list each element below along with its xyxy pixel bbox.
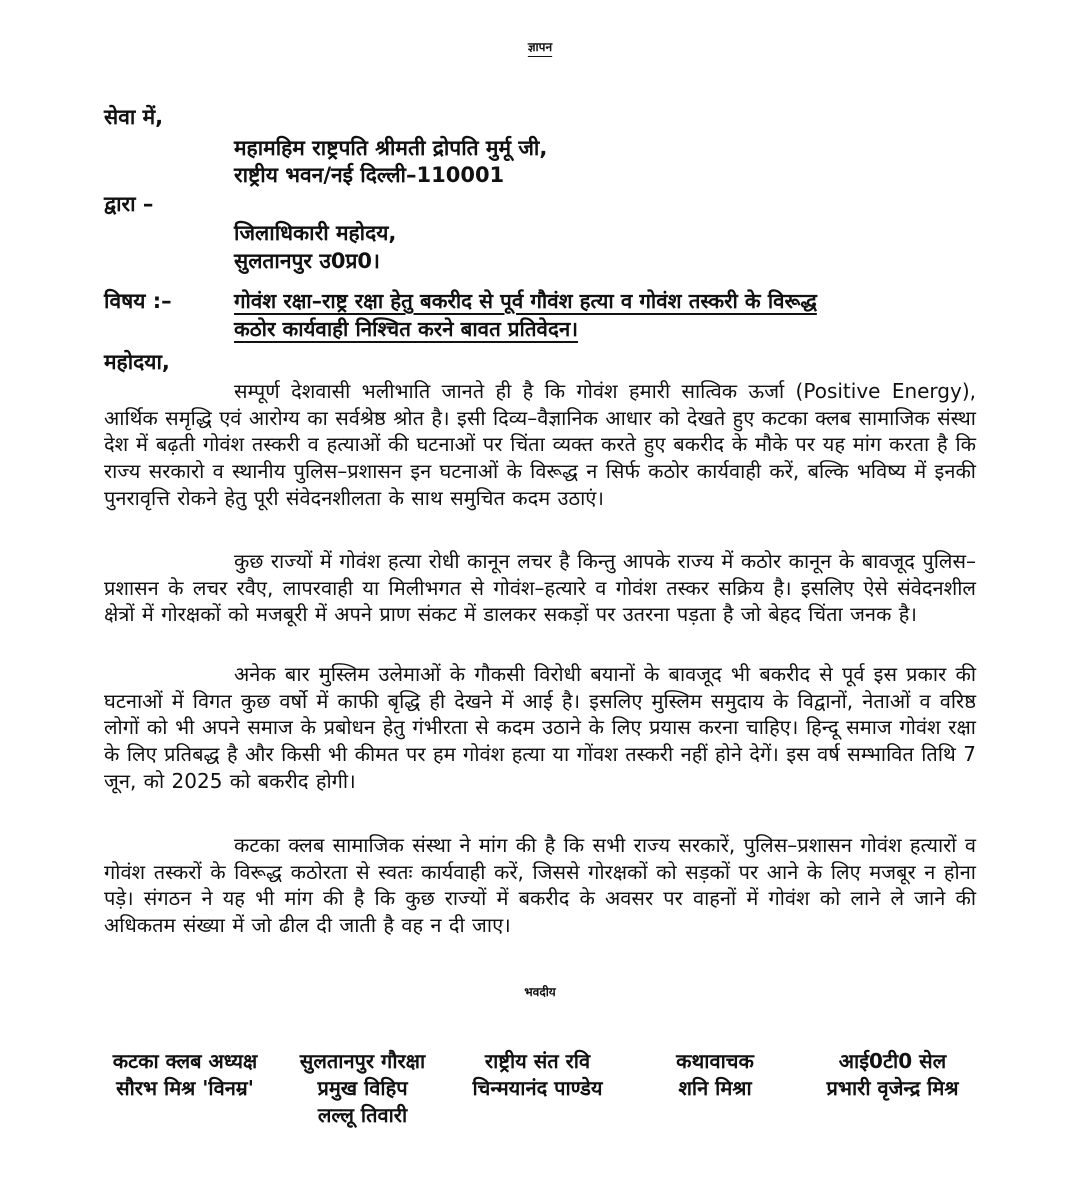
signatory-1 xyxy=(100,1048,270,1102)
paragraph-1: सम्पूर्ण देशवासी भलीभाति जानते ही है कि गोवंश हमारी सात्विक ऊर्जा (Positive Energy), आर्थिक समृद्धि एवं आरोग्य का सर्वश्रेष्ठ श्रोत है। इसी दिव्य–वैज्ञानिक आधार को देखते हुए कटका क्लब सामाजिक संस्था देश में बढ़ती गोवंश तस्करी व हत्याओं की घटनाओं पर चिंता व्यक्त करते हुए बकरीद के मौके पर यह मांग करता है कि राज्य सरकारो व स्थानीय पुलिस–प्रशासन इन घटनाओं के विरूद्ध न सिर्फ कठोर कार्यवाही करें, बल्कि भविष्य में इनकी पुनरावृत्ति रोकने हेतु पूरी संवेदनशीलता के साथ समुचित कदम उठाएं। xyxy=(104,379,976,510)
signatory-2-line-2: प्रमुख विहिप xyxy=(317,1076,408,1100)
signatory-3 xyxy=(455,1048,620,1102)
document-title-text: ज्ञापन xyxy=(527,40,553,54)
closing: भवदीय xyxy=(524,985,556,999)
recipient-line-1: महामहिम राष्ट्रपति श्रीमती द्रोपति मुर्मू जी, xyxy=(234,136,548,160)
signatory-1-line-2: सौरभ मिश्र 'विनम्र' xyxy=(116,1076,254,1100)
paragraph-3: अनेक बार मुस्लिम उलेमाओं के गौकसी विरोधी बयानों के बावजूद भी बकरीद से पूर्व इस प्रकार की घटनाओं में विगत कुछ वर्षो में काफी बृद्धि ही देखने में आई है। इसलिए मुस्लिम समुदाय के विद्वानों, नेताओं व वरिष्ठ लोगों को भी अपने समाज के प्रबोधन हेतु गंभीरता से कदम उठाने के लिए प्रयास करना चाहिए। हिन्दू समाज गोवंश रक्षा के लिए प्रतिबद्ध है और किसी भी कीमत पर हम गोवंश हत्या या गोंवश तस्करी नहीं होने देगें। इस वर्ष सम्भावित तिथि 7 जून, को 2025 को बकरीद होगी। xyxy=(104,662,976,793)
salutation-to: सेवा में, xyxy=(104,105,164,129)
paragraph-2: कुछ राज्यों में गोवंश हत्या रोधी कानून लचर है किन्तु आपके राज्य में कठोर कानून के बावजूद पुलिस–प्रशासन के लचर रवैए, लापरवाही या मिलीभगत से गोवंश–हत्यारे व गोवंश तस्कर सक्रिय है। इसलिए ऐसे संवेदनशील क्षेत्रों में गोरक्षकों को मजबूरी में अपने प्राण संकट में डालकर सकड़ों पर उतरना पड़ता है जो बेहद चिंता जनक है। xyxy=(104,549,976,627)
signatory-3-line-1: राष्ट्रीय संत रवि xyxy=(484,1049,591,1073)
greeting: महोदया, xyxy=(104,350,170,374)
document-title xyxy=(0,38,1080,55)
signatory-3-line-2: चिन्मयानंद पाण्डेय xyxy=(472,1076,603,1100)
subject-line-2: कठोर कार्यवाही निश्चित करने बावत प्रतिवेदन। xyxy=(234,317,578,341)
subject-line-1: गोवंश रक्षा–राष्ट्र रक्षा हेतु बकरीद से पूर्व गौवंश हत्या व गोवंश तस्करी के विरूद्ध xyxy=(234,289,817,313)
via-line-2: सुलतानपुर उ0प्र0। xyxy=(234,249,380,273)
signatory-5 xyxy=(810,1048,975,1102)
signatory-5-line-1: आई0टी0 सेल xyxy=(838,1049,947,1073)
subject-label: विषय :– xyxy=(104,289,172,313)
signatory-2-line-1: सुलतानपुर गौरक्षा xyxy=(299,1049,426,1073)
signatory-4-line-1: कथावाचक xyxy=(676,1049,754,1073)
signatory-4-line-2: शनि मिश्रा xyxy=(678,1076,752,1100)
signatory-4 xyxy=(640,1048,790,1102)
recipient-line-2: राष्ट्रीय भवन/नई दिल्ली–110001 xyxy=(234,163,505,187)
via-line-1: जिलाधिकारी महोदय, xyxy=(234,221,397,245)
signatory-5-line-2: प्रभारी वृजेन्द्र मिश्र xyxy=(826,1076,959,1100)
signatory-2-line-3: लल्लू तिवारी xyxy=(317,1103,408,1127)
signatory-2 xyxy=(280,1048,445,1129)
via-label: द्वारा – xyxy=(104,192,154,216)
signatory-1-line-1: कटका क्लब अध्यक्ष xyxy=(112,1049,258,1073)
paragraph-4: कटका क्लब सामाजिक संस्था ने मांग की है कि सभी राज्य सरकारें, पुलिस–प्रशासन गोवंश हत्यारों व गोवंश तस्करों के विरूद्ध कठोरता से स्वतः कार्यवाही करें, जिससे गोरक्षकों को सड़कों पर आने के लिए मजबूर न होना पड़े। संगठन ने यह भी मांग की है कि कुछ राज्यों में बकरीद के अवसर पर वाहनों में गोवंश को लाने ले जाने की अधिकतम संख्या में जो ढील दी जाती है वह न दी जाए। xyxy=(104,833,976,938)
